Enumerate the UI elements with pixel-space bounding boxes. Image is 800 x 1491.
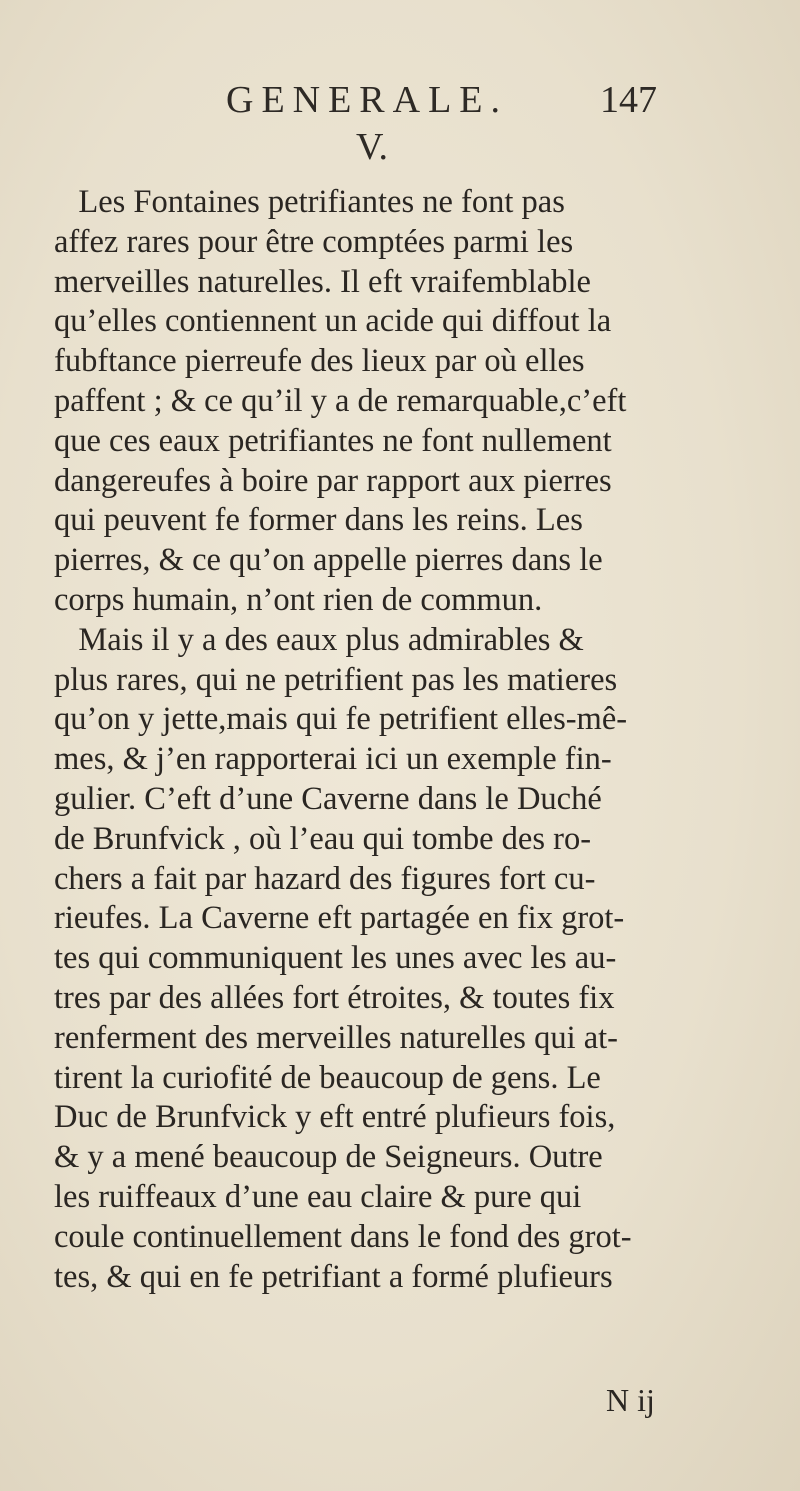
text-line: Les Fontaines petrifiantes ne font pas	[54, 184, 565, 220]
page-header	[0, 78, 800, 128]
text-line: qu’elles contiennent un acide qui diffout la	[54, 303, 612, 340]
text-line: corps humain, n’ont rien de commun.	[54, 581, 543, 618]
text-line: de Brunfvick , où l’eau qui tombe des ro-	[54, 820, 592, 857]
text-line: rieufes. La Caverne eft partagée en fix grot-	[54, 900, 625, 937]
section-number: V.	[356, 126, 389, 168]
text-line: que ces eaux petrifiantes ne font nullement	[54, 422, 612, 459]
text-line: dangereufes à boire par rapport aux pierres	[54, 462, 612, 499]
text-line: les ruiffeaux d’une eau claire & pure qui	[54, 1178, 582, 1215]
text-line: fubftance pierreufe des lieux par où elles	[54, 343, 585, 380]
text-line: chers a fait par hazard des figures fort cu-	[54, 860, 596, 897]
signature-mark: N ij	[606, 1382, 655, 1418]
text-line: tres par des allées fort étroites, & toutes fix	[54, 979, 615, 1016]
text-line: mes, & j’en rapporterai ici un exemple fin-	[54, 741, 612, 778]
text-line: qu’on y jette,mais qui fe petrifient elles-mê-	[54, 701, 628, 738]
text-line: plus rares, qui ne petrifient pas les matieres	[54, 661, 618, 698]
text-line: Mais il y a des eaux plus admirables &	[54, 621, 584, 658]
page-number: 147	[600, 79, 657, 121]
text-line: gulier. C’eft d’une Caverne dans le Duché	[54, 780, 602, 817]
text-line: affez rares pour être comptées parmi les	[54, 223, 574, 260]
text-line: merveilles naturelles. Il eft vraifemblable	[54, 263, 591, 300]
text-line: renferment des merveilles naturelles qui at-	[54, 1019, 619, 1056]
text-line: pierres, & ce qu’on appelle pierres dans le	[54, 542, 603, 579]
text-line: paffent ; & ce qu’il y a de remarquable,c’eft	[54, 382, 627, 419]
text-line: tes, & qui en fe petrifiant a formé plufieurs	[54, 1258, 613, 1295]
running-head: GENERALE.	[226, 79, 509, 121]
text-line: qui peuvent fe former dans les reins. Les	[54, 502, 583, 539]
text-line: coule continuellement dans le fond des grot-	[54, 1218, 632, 1255]
body-text	[54, 183, 744, 1297]
text-line: tirent la curiofité de beaucoup de gens. Le	[54, 1059, 601, 1096]
text-line: tes qui communiquent les unes avec les au-	[54, 940, 617, 977]
text-line: & y a mené beaucoup de Seigneurs. Outre	[54, 1139, 603, 1176]
text-line: Duc de Brunfvick y eft entré plufieurs fois,	[54, 1099, 616, 1136]
